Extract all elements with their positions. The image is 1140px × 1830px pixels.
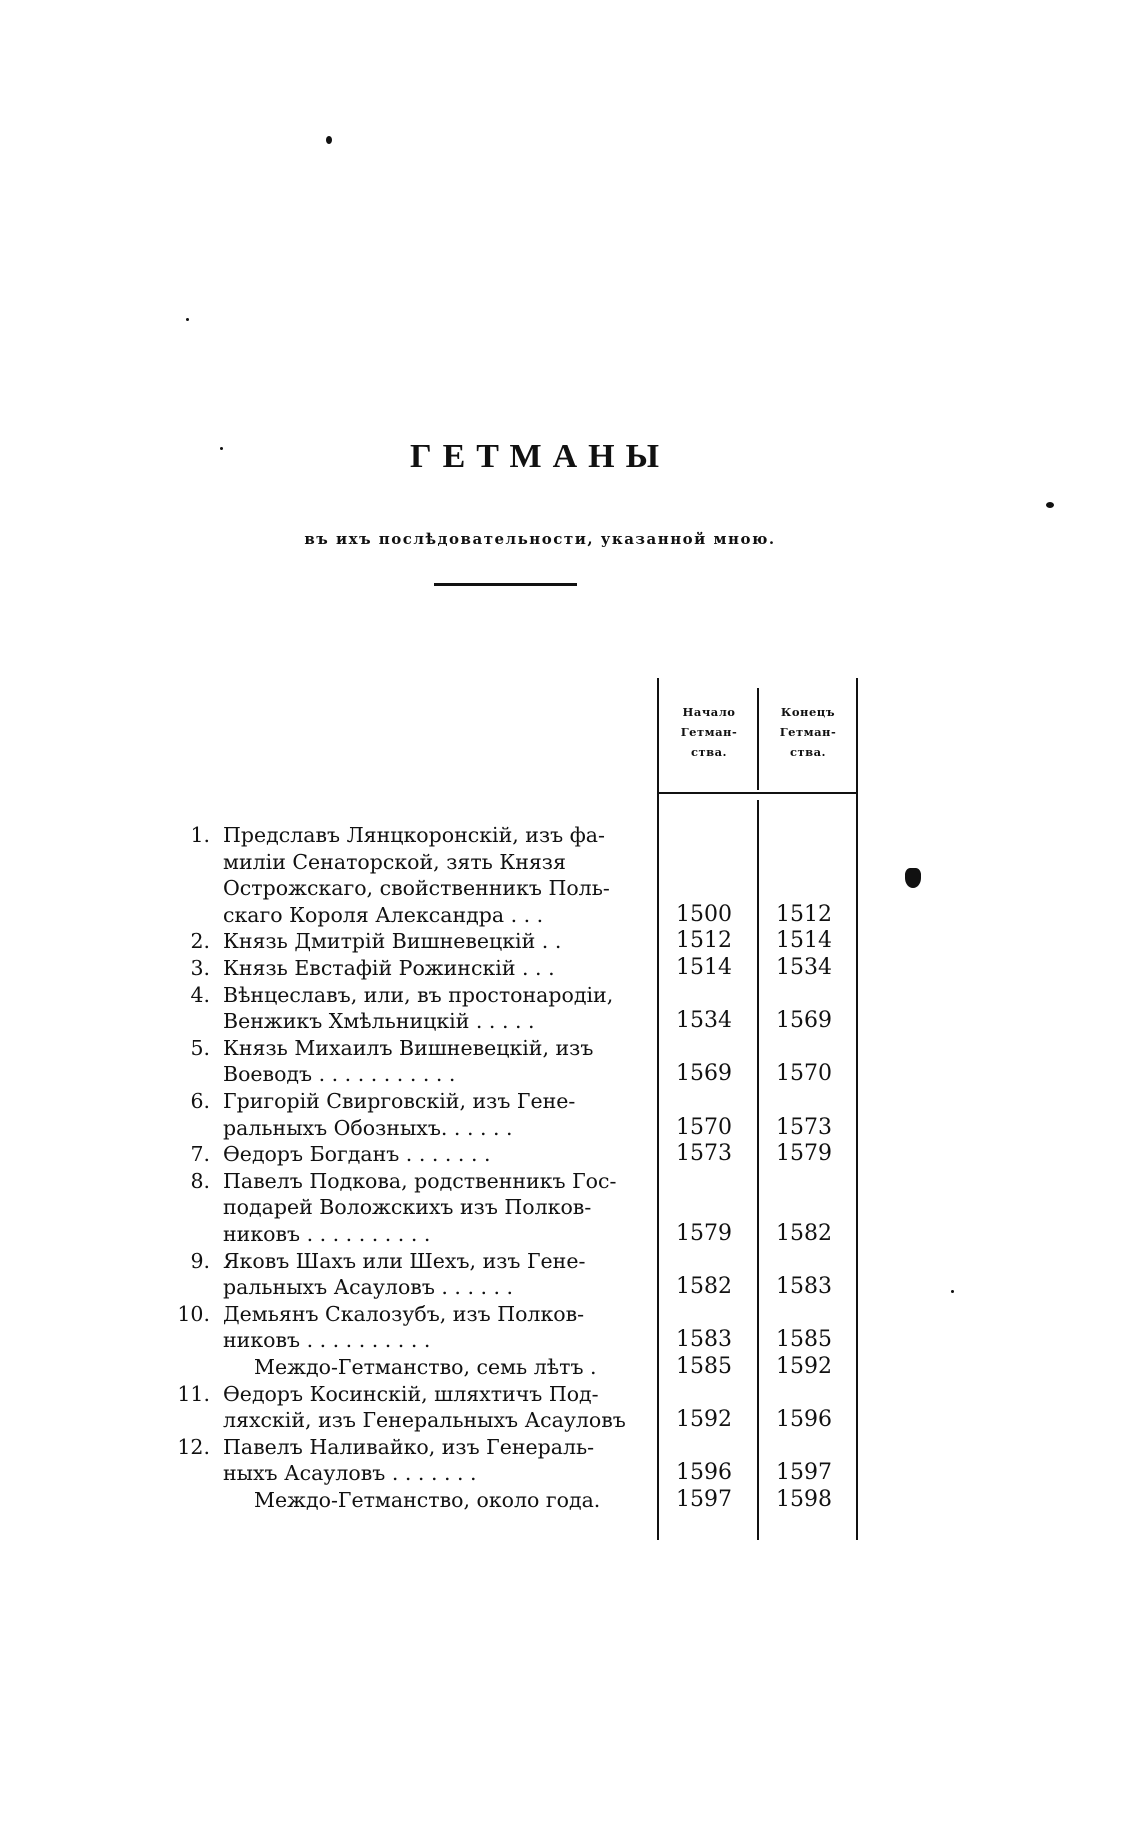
start-year: 1569: [676, 1061, 732, 1087]
entry-text-line: Венжикъ Хмѣльницкій . . . . .: [223, 1009, 535, 1034]
column-header-start: [663, 702, 755, 762]
column-header-end-line: Конецъ: [780, 705, 836, 719]
table-mid-line: [757, 800, 759, 1540]
table-left-line: [657, 678, 659, 1540]
start-year: 1534: [676, 1008, 732, 1034]
entry-number: 8.: [190, 1168, 210, 1193]
entry-text-line: Острожскаго, свойственникъ Поль-: [223, 876, 610, 901]
entry-text-line: Павелъ Наливайко, изъ Генераль-: [223, 1434, 595, 1459]
entry-text-line: Междо-Гетманство, около года.: [254, 1488, 601, 1512]
entry-number: 5.: [190, 1035, 210, 1060]
ink-speck: [1046, 502, 1054, 508]
entry-text-line: ральныхъ Асауловъ . . . . . .: [223, 1275, 514, 1300]
entry-number: 7.: [190, 1142, 210, 1167]
table-mid-line-upper: [757, 688, 759, 790]
ink-speck: [951, 1290, 954, 1293]
entry-text-line: ральныхъ Обозныхъ. . . . . .: [223, 1115, 513, 1140]
start-year: 1512: [676, 928, 732, 954]
entry-text-line: Вѣнцеславъ, или, въ простонародіи,: [223, 982, 614, 1007]
entry-text-line: никовъ . . . . . . . . . .: [223, 1222, 431, 1246]
entry-number: 9.: [190, 1248, 210, 1273]
entry-number: 11.: [177, 1381, 210, 1406]
ink-speck: [186, 318, 189, 321]
entry-text-line: никовъ . . . . . . . . . .: [223, 1328, 431, 1353]
end-year: 1596: [776, 1407, 832, 1433]
entry-text-line: Воеводъ . . . . . . . . . . .: [223, 1062, 456, 1087]
column-header-end-line: Гетман-: [779, 725, 837, 739]
entry-text-line: Князь Евстафій Рожинскій . . .: [223, 956, 555, 980]
end-year: 1570: [776, 1061, 832, 1087]
column-header-start-line: Начало: [682, 705, 736, 719]
end-year: 1569: [776, 1008, 832, 1034]
start-year: 1597: [676, 1487, 732, 1512]
entry-text-line: Павелъ Подкова, родственникъ Гос-: [223, 1168, 617, 1193]
page-subtitle: въ ихъ послѣдовательности, указанной мною.: [304, 530, 776, 548]
ink-speck: [905, 868, 921, 888]
entry-text-line: миліи Сенаторской, зять Князя: [223, 849, 566, 874]
column-header-start-line: Гетман-: [680, 725, 738, 739]
entry-number: 6.: [190, 1089, 210, 1113]
entry-text-line: Яковъ Шахъ или Шехъ, изъ Гене-: [223, 1248, 586, 1273]
column-header-end-line: ства.: [789, 745, 827, 759]
entry-text-line: Князь Дмитрій Вишневецкій . .: [223, 929, 562, 954]
start-year: 1579: [676, 1221, 732, 1246]
entry-text-line: Григорій Свирговскій, изъ Гене-: [223, 1089, 576, 1113]
end-year: 1573: [776, 1114, 832, 1140]
end-year: 1512: [776, 901, 832, 927]
column-header-end: [762, 702, 854, 762]
page-title: ГЕТМАНЫ: [409, 438, 670, 475]
end-year: 1592: [776, 1354, 832, 1379]
end-year: 1583: [776, 1274, 832, 1300]
entry-number: 3.: [190, 956, 210, 980]
entry-text-line: Предславъ Лянцкоронскій, изъ фа-: [223, 823, 605, 847]
end-year: 1598: [776, 1487, 832, 1512]
table-right-line: [856, 678, 858, 1540]
entry-text-line: Ѳедоръ Богданъ . . . . . . .: [223, 1142, 491, 1167]
entry-text-line: Междо-Гетманство, семь лѣтъ .: [254, 1355, 597, 1379]
table-header-line: [659, 792, 856, 794]
start-year: 1582: [676, 1274, 732, 1300]
entry-text-line: подарей Воложскихъ изъ Полков-: [223, 1195, 592, 1220]
entry-number: 2.: [190, 929, 210, 954]
title-rule: [434, 583, 577, 586]
entry-number: 12.: [177, 1434, 210, 1459]
entry-text-line: Демьянъ Скалозубъ, изъ Полков-: [223, 1301, 585, 1326]
entry-text-line: ляхскій, изъ Генеральныхъ Асауловъ: [223, 1408, 626, 1433]
ink-speck: [326, 136, 332, 144]
end-year: 1514: [776, 928, 832, 954]
entry-text-line: скаго Короля Александра . . .: [223, 902, 544, 927]
start-year: 1514: [676, 955, 732, 980]
entry-text-line: Ѳедоръ Косинскій, шляхтичъ Под-: [223, 1381, 599, 1406]
column-header-start-line: ства.: [690, 745, 728, 759]
entry-text-line: Князь Михаилъ Вишневецкій, изъ: [223, 1035, 594, 1060]
end-year: 1534: [776, 955, 832, 980]
end-year: 1597: [776, 1460, 832, 1486]
entry-number: 10.: [177, 1301, 210, 1326]
start-year: 1573: [676, 1141, 732, 1167]
start-year: 1570: [676, 1114, 732, 1140]
end-year: 1585: [776, 1327, 832, 1353]
entry-number: 4.: [190, 982, 210, 1007]
entry-number: 1.: [190, 823, 210, 847]
start-year: 1500: [676, 901, 732, 927]
start-year: 1592: [676, 1407, 732, 1433]
start-year: 1585: [676, 1354, 732, 1379]
end-year: 1579: [776, 1141, 832, 1167]
start-year: 1596: [676, 1460, 732, 1486]
entry-text-line: ныхъ Асауловъ . . . . . . .: [223, 1461, 477, 1486]
start-year: 1583: [676, 1327, 732, 1353]
end-year: 1582: [776, 1221, 832, 1246]
